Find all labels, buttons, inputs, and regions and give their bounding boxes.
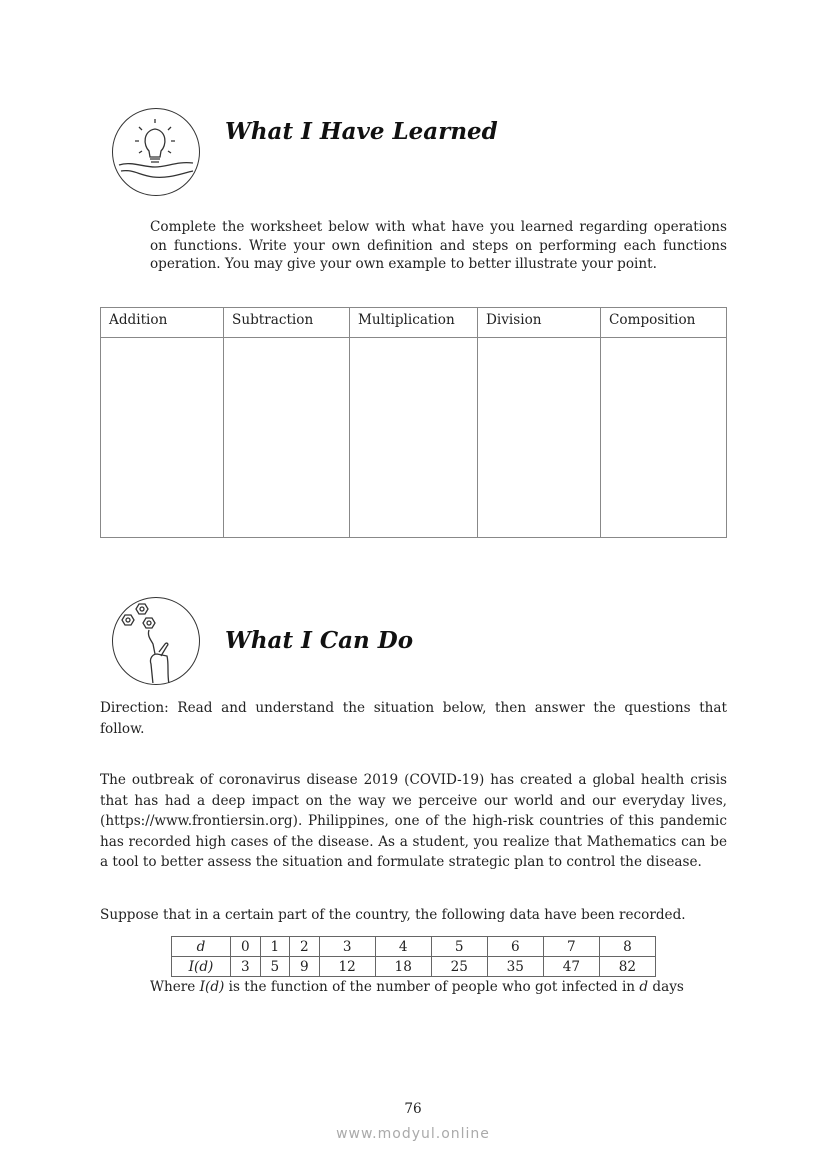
d-value: 2	[290, 937, 320, 957]
worksheet-instructions: Complete the worksheet below with what have you learned regarding operations on functions. Write your own definition and steps on performing each functions operation. You may give your own example to better illustrate your point.	[150, 219, 727, 272]
header-multiplication: Multiplication	[350, 308, 478, 338]
header-composition: Composition	[601, 308, 727, 338]
caption-text: is the function of the number of people who got infected in	[224, 979, 640, 995]
cell-composition[interactable]	[601, 338, 727, 538]
header-addition: Addition	[101, 308, 224, 338]
cell-subtraction[interactable]	[224, 338, 350, 538]
row-label-d: d	[172, 937, 231, 957]
i-value: 12	[319, 957, 375, 977]
row-label-i: I(d)	[172, 957, 231, 977]
situation-paragraph	[100, 770, 727, 873]
i-value: 25	[431, 957, 487, 977]
i-value: 5	[260, 957, 290, 977]
caption-text: days	[648, 979, 684, 995]
header-division: Division	[478, 308, 601, 338]
cell-multiplication[interactable]	[350, 338, 478, 538]
i-value: 47	[543, 957, 599, 977]
cell-addition[interactable]	[101, 338, 224, 538]
d-value: 4	[375, 937, 431, 957]
paragraph-text-2: ). Philippines, one of the high-risk countries of this pandemic has recorded high cases of the disease. As a student, you realize that Mathematics can be a tool to better assess the situation and formulate strategic plan to control the disease.	[100, 813, 727, 870]
lightbulb-in-hand-icon	[112, 108, 200, 196]
d-value: 6	[487, 937, 543, 957]
i-value: 35	[487, 957, 543, 977]
caption-variable: d	[639, 979, 649, 995]
d-value: 1	[260, 937, 290, 957]
i-value: 3	[231, 957, 261, 977]
d-value: 3	[319, 937, 375, 957]
worksheet-table	[100, 307, 727, 538]
paragraph-text-1: The outbreak of coronavirus disease 2019 (COVID-19) has created a global health crisis that has had a deep impact on the way we perceive our world and our everyday lives, (	[100, 772, 727, 829]
caption-text: Where	[150, 979, 200, 995]
d-value: 8	[599, 937, 655, 957]
infection-data-table	[171, 936, 656, 977]
table-row-d	[172, 937, 656, 957]
cell-division[interactable]	[478, 338, 601, 538]
suppose-text: Suppose that in a certain part of the country, the following data have been recorded.	[100, 907, 686, 923]
source-link[interactable]: https://www.frontiersin.org	[105, 813, 293, 829]
page-number: 76	[404, 1101, 422, 1117]
i-value: 82	[599, 957, 655, 977]
direction-text: Direction: Read and understand the situation below, then answer the questions that follow.	[100, 700, 727, 737]
d-value: 7	[543, 937, 599, 957]
section-title-what-i-can-do: What I Can Do	[225, 627, 414, 654]
hand-with-gears-icon	[112, 597, 200, 685]
where-caption	[150, 979, 684, 995]
watermark: www.modyul.online	[336, 1126, 490, 1142]
section-title-what-i-have-learned: What I Have Learned	[225, 118, 498, 145]
d-value: 0	[231, 937, 261, 957]
header-subtraction: Subtraction	[224, 308, 350, 338]
d-value: 5	[431, 937, 487, 957]
table-row-i	[172, 957, 656, 977]
i-value: 18	[375, 957, 431, 977]
i-value: 9	[290, 957, 320, 977]
caption-function: I(d)	[199, 979, 225, 995]
